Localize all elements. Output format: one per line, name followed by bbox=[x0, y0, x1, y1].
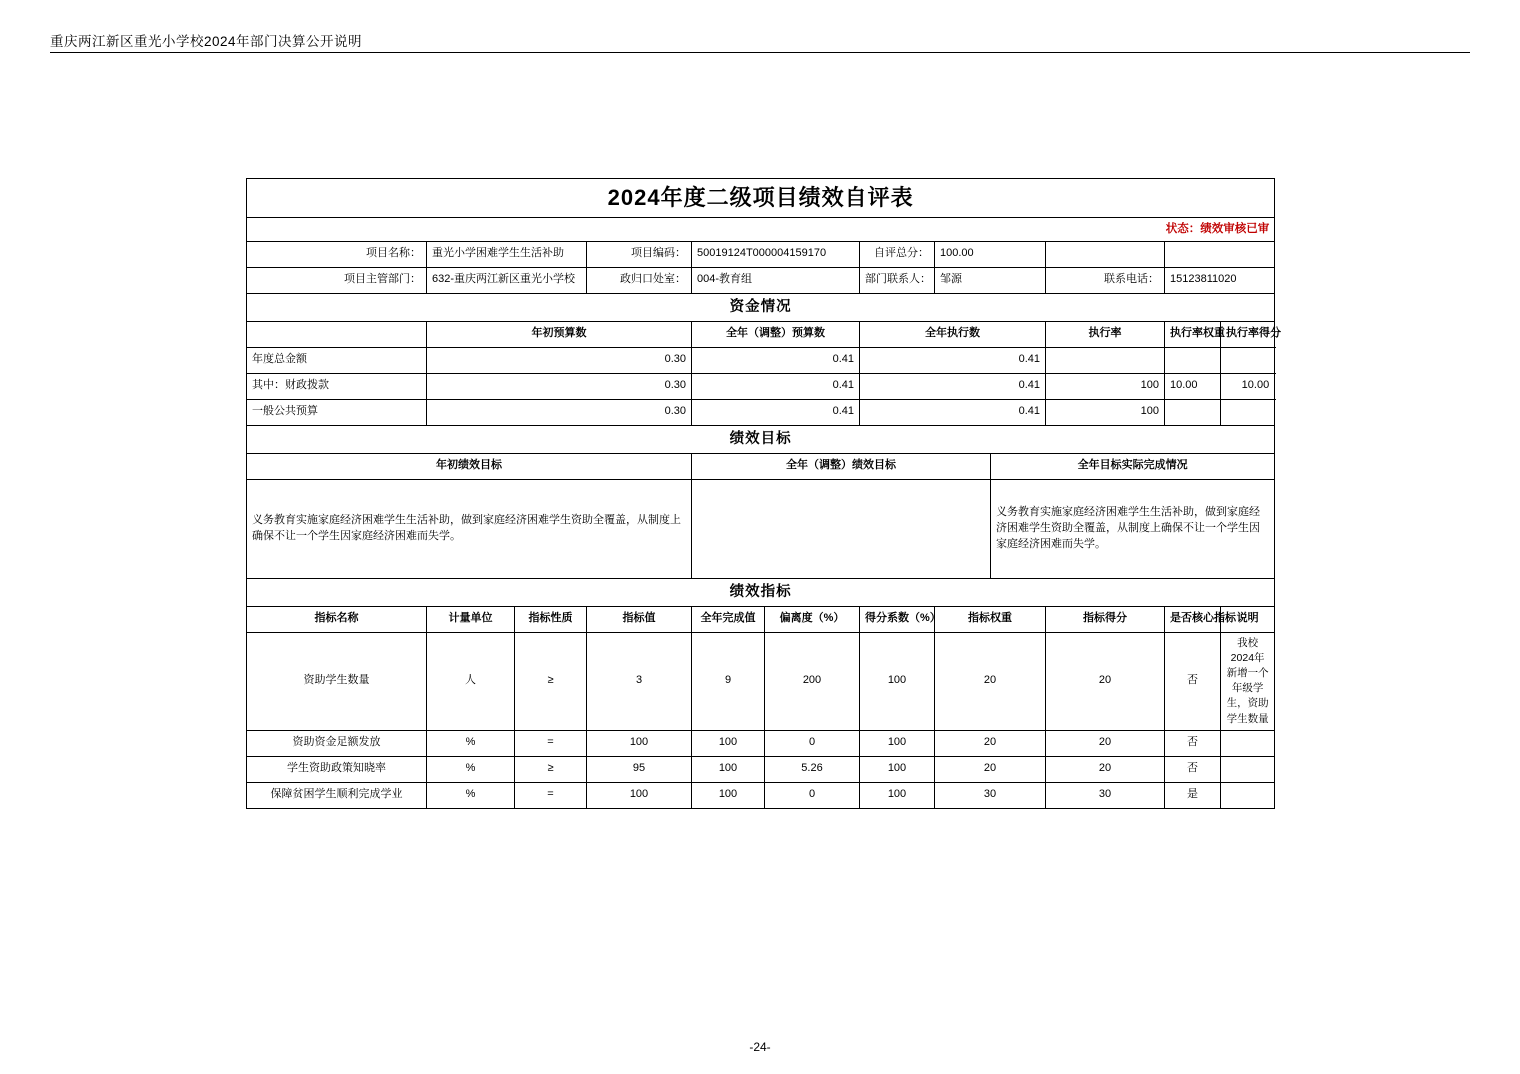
indicator-row bbox=[247, 730, 1275, 756]
indicator-header-deviation: 偏离度（%） bbox=[765, 606, 860, 632]
funds-section-row bbox=[247, 293, 1275, 321]
funds-header-weight: 执行率权重 bbox=[1165, 321, 1221, 347]
project-name-label: 项目名称： bbox=[247, 241, 427, 267]
indicator-note: 我校2024年新增一个年级学生，资助学生数量 bbox=[1221, 632, 1275, 730]
indicator-score: 20 bbox=[1046, 632, 1165, 730]
funds-row-executed: 0.41 bbox=[860, 347, 1046, 373]
indicator-weight: 30 bbox=[935, 782, 1046, 808]
funds-row-adjusted-budget: 0.41 bbox=[692, 399, 860, 425]
indicator-core: 否 bbox=[1165, 632, 1221, 730]
indicator-note bbox=[1221, 782, 1275, 808]
phone-label: 联系电话： bbox=[1046, 267, 1165, 293]
indicators-header-row bbox=[247, 606, 1275, 632]
indicator-header-unit: 计量单位 bbox=[427, 606, 515, 632]
table-title: 2024年度二级项目绩效自评表 bbox=[247, 179, 1275, 218]
indicator-weight: 20 bbox=[935, 730, 1046, 756]
project-code-value: 50019124T000004159170 bbox=[692, 241, 860, 267]
funds-header-blank bbox=[247, 321, 427, 347]
status-row bbox=[247, 217, 1275, 241]
indicator-deviation: 0 bbox=[765, 782, 860, 808]
indicator-actual: 100 bbox=[692, 730, 765, 756]
funds-row-executed: 0.41 bbox=[860, 399, 1046, 425]
indicator-nature: = bbox=[515, 782, 587, 808]
indicator-header-score: 指标得分 bbox=[1046, 606, 1165, 632]
funds-row-rate: 100 bbox=[1046, 399, 1165, 425]
indicator-target: 95 bbox=[587, 756, 692, 782]
funds-row-adjusted-budget: 0.41 bbox=[692, 347, 860, 373]
phone-value: 15123811020 bbox=[1165, 267, 1275, 293]
goals-header-begin: 年初绩效目标 bbox=[247, 453, 692, 479]
funds-header-adjusted-budget: 全年（调整）预算数 bbox=[692, 321, 860, 347]
funds-row bbox=[247, 347, 1275, 373]
self-score-label: 自评总分： bbox=[860, 241, 935, 267]
indicator-header-weight: 指标权重 bbox=[935, 606, 1046, 632]
indicator-deviation: 5.26 bbox=[765, 756, 860, 782]
indicator-header-actual: 全年完成值 bbox=[692, 606, 765, 632]
funds-header-row bbox=[247, 321, 1275, 347]
indicator-row bbox=[247, 756, 1275, 782]
indicator-unit: % bbox=[427, 756, 515, 782]
funds-row-name: 一般公共预算 bbox=[247, 399, 427, 425]
funds-row bbox=[247, 399, 1275, 425]
indicator-coefficient: 100 bbox=[860, 782, 935, 808]
goals-adjusted-text bbox=[692, 479, 991, 578]
funds-header-score: 执行率得分 bbox=[1221, 321, 1275, 347]
indicator-unit: 人 bbox=[427, 632, 515, 730]
performance-self-evaluation-table bbox=[246, 178, 1281, 809]
funds-row-begin-budget: 0.30 bbox=[427, 347, 692, 373]
funds-row bbox=[247, 373, 1275, 399]
dept-label: 项目主管部门： bbox=[247, 267, 427, 293]
indicator-name: 学生资助政策知晓率 bbox=[247, 756, 427, 782]
contact-value: 邹源 bbox=[935, 267, 1046, 293]
indicator-row bbox=[247, 632, 1275, 730]
funds-header-executed: 全年执行数 bbox=[860, 321, 1046, 347]
funds-row-executed: 0.41 bbox=[860, 373, 1046, 399]
office-label: 政归口处室： bbox=[587, 267, 692, 293]
indicator-coefficient: 100 bbox=[860, 632, 935, 730]
indicator-header-nature: 指标性质 bbox=[515, 606, 587, 632]
dept-value: 632-重庆两江新区重光小学校 bbox=[427, 267, 587, 293]
funds-row-score: 10.00 bbox=[1221, 373, 1275, 399]
self-score-value: 100.00 bbox=[935, 241, 1046, 267]
indicator-actual: 100 bbox=[692, 782, 765, 808]
indicator-nature: ≥ bbox=[515, 756, 587, 782]
info-row-2 bbox=[247, 267, 1275, 293]
indicator-unit: % bbox=[427, 782, 515, 808]
page-number: -24- bbox=[749, 1040, 771, 1054]
status-badge: 状态：绩效审核已审 bbox=[247, 217, 1275, 241]
indicator-core: 否 bbox=[1165, 730, 1221, 756]
indicator-nature: ≥ bbox=[515, 632, 587, 730]
indicator-actual: 100 bbox=[692, 756, 765, 782]
project-name-value: 重光小学困难学生生活补助 bbox=[427, 241, 587, 267]
indicator-core: 否 bbox=[1165, 756, 1221, 782]
funds-row-begin-budget: 0.30 bbox=[427, 399, 692, 425]
info-spacer-1 bbox=[1046, 241, 1165, 267]
indicator-row bbox=[247, 782, 1275, 808]
goals-header-adjusted: 全年（调整）绩效目标 bbox=[692, 453, 991, 479]
indicator-coefficient: 100 bbox=[860, 756, 935, 782]
contact-label: 部门联系人： bbox=[860, 267, 935, 293]
indicator-header-coefficient: 得分系数（%） bbox=[860, 606, 935, 632]
indicator-core: 是 bbox=[1165, 782, 1221, 808]
funds-header-rate: 执行率 bbox=[1046, 321, 1165, 347]
indicator-note bbox=[1221, 730, 1275, 756]
indicator-weight: 20 bbox=[935, 632, 1046, 730]
funds-row-adjusted-budget: 0.41 bbox=[692, 373, 860, 399]
funds-row-weight: 10.00 bbox=[1165, 373, 1221, 399]
indicator-target: 3 bbox=[587, 632, 692, 730]
office-value: 004-教育组 bbox=[692, 267, 860, 293]
page-header: 重庆两江新区重光小学校2024年部门决算公开说明 bbox=[50, 34, 363, 49]
indicator-note bbox=[1221, 756, 1275, 782]
funds-row-begin-budget: 0.30 bbox=[427, 373, 692, 399]
funds-row-name: 其中：财政拨款 bbox=[247, 373, 427, 399]
funds-row-rate bbox=[1046, 347, 1165, 373]
indicator-weight: 20 bbox=[935, 756, 1046, 782]
header-divider bbox=[50, 52, 1470, 53]
goals-header-actual: 全年目标实际完成情况 bbox=[991, 453, 1275, 479]
project-code-label: 项目编码： bbox=[587, 241, 692, 267]
goals-header-row bbox=[247, 453, 1275, 479]
indicator-header-target: 指标值 bbox=[587, 606, 692, 632]
funds-row-name: 年度总金额 bbox=[247, 347, 427, 373]
funds-row-weight bbox=[1165, 399, 1221, 425]
table-title-row bbox=[247, 179, 1275, 218]
indicator-coefficient: 100 bbox=[860, 730, 935, 756]
goals-section-row bbox=[247, 425, 1275, 453]
indicator-name: 资助资金足额发放 bbox=[247, 730, 427, 756]
goals-begin-text: 义务教育实施家庭经济困难学生生活补助，做到家庭经济困难学生资助全覆盖，从制度上确保不让一个学生因家庭经济困难而失学。 bbox=[247, 479, 692, 578]
funds-row-score bbox=[1221, 347, 1275, 373]
indicator-score: 30 bbox=[1046, 782, 1165, 808]
indicator-header-core: 是否核心指标 bbox=[1165, 606, 1221, 632]
goals-section-title: 绩效目标 bbox=[247, 425, 1275, 453]
indicator-target: 100 bbox=[587, 730, 692, 756]
funds-row-weight bbox=[1165, 347, 1221, 373]
funds-header-begin-budget: 年初预算数 bbox=[427, 321, 692, 347]
goals-content-row bbox=[247, 479, 1275, 578]
funds-row-rate: 100 bbox=[1046, 373, 1165, 399]
indicator-name: 保障贫困学生顺利完成学业 bbox=[247, 782, 427, 808]
indicator-nature: = bbox=[515, 730, 587, 756]
indicator-unit: % bbox=[427, 730, 515, 756]
indicators-section-title: 绩效指标 bbox=[247, 578, 1275, 606]
funds-section-title: 资金情况 bbox=[247, 293, 1275, 321]
indicator-actual: 9 bbox=[692, 632, 765, 730]
info-spacer-2 bbox=[1165, 241, 1275, 267]
info-row-1 bbox=[247, 241, 1275, 267]
indicators-section-row bbox=[247, 578, 1275, 606]
indicator-header-name: 指标名称 bbox=[247, 606, 427, 632]
indicator-name: 资助学生数量 bbox=[247, 632, 427, 730]
indicator-score: 20 bbox=[1046, 730, 1165, 756]
indicator-deviation: 200 bbox=[765, 632, 860, 730]
indicator-deviation: 0 bbox=[765, 730, 860, 756]
indicator-target: 100 bbox=[587, 782, 692, 808]
funds-row-score bbox=[1221, 399, 1275, 425]
goals-actual-text: 义务教育实施家庭经济困难学生生活补助，做到家庭经济困难学生资助全覆盖，从制度上确保不让一个学生因家庭经济困难而失学。 bbox=[991, 479, 1275, 578]
indicator-score: 20 bbox=[1046, 756, 1165, 782]
indicator-header-note: 说明 bbox=[1221, 606, 1275, 632]
